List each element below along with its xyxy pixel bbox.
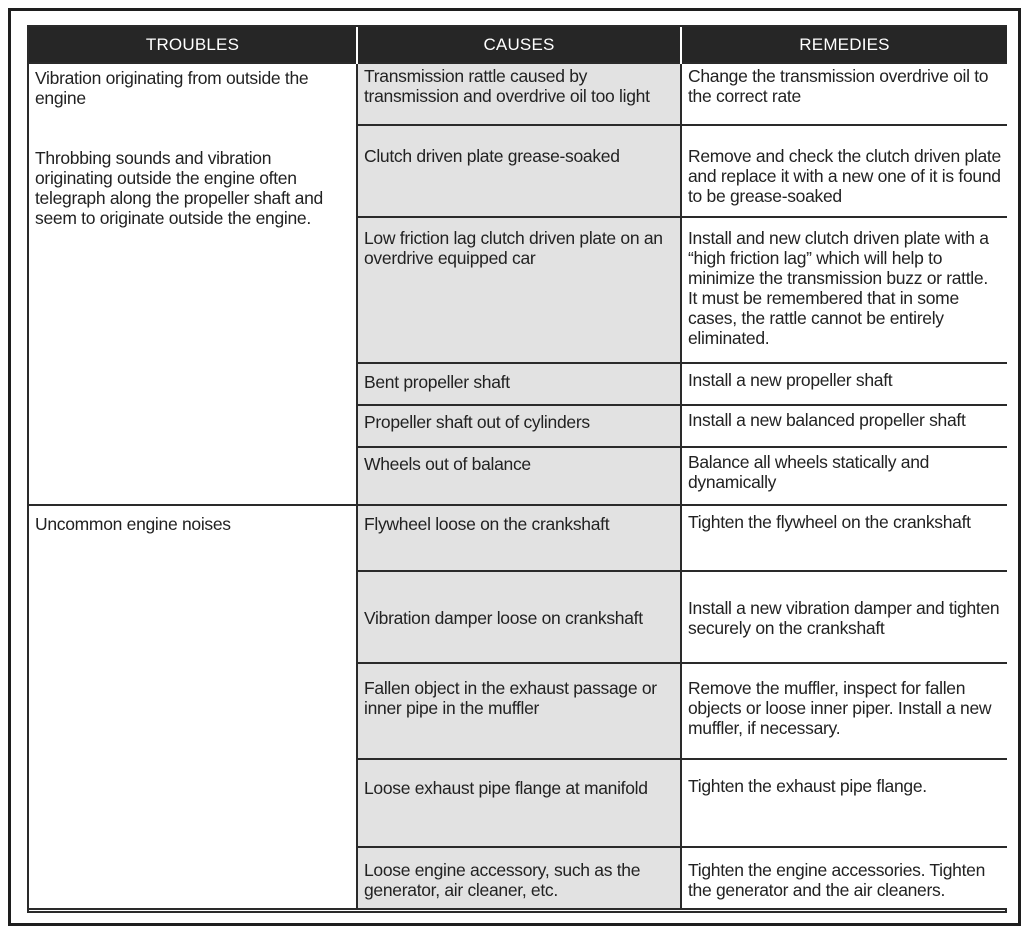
- remedy-cell: Tighten the engine accessories. Tighten the generator and the air cleaners.: [681, 847, 1007, 909]
- header-troubles: TROUBLES: [29, 27, 357, 63]
- cause-cell: Fallen object in the exhaust passage or inner pipe in the muffler: [357, 663, 681, 759]
- cause-cell: Clutch driven plate grease-soaked: [357, 125, 681, 217]
- header-row: [29, 27, 1007, 63]
- remedy-cell: Balance all wheels statically and dynamically: [681, 447, 1007, 505]
- remedy-cell: Change the transmission overdrive oil to the correct rate: [681, 63, 1007, 125]
- remedy-cell: Install and new clutch driven plate with a “high friction lag” which will help to minimize the transmission buzz or rattle. It must be remembered that in some cases, the rattle cannot be entirely eliminated.: [681, 217, 1007, 363]
- trouble-text: Vibration originating from outside the engine: [35, 68, 309, 108]
- remedy-cell: Tighten the exhaust pipe flange.: [681, 759, 1007, 847]
- trouble-text: Uncommon engine noises: [35, 514, 231, 534]
- cause-cell: Bent propeller shaft: [357, 363, 681, 405]
- cause-cell: Transmission rattle caused by transmission and overdrive oil too light: [357, 63, 681, 125]
- cause-cell: Vibration damper loose on crankshaft: [357, 571, 681, 663]
- trouble-cell: [29, 63, 357, 505]
- cause-cell: Wheels out of balance: [357, 447, 681, 505]
- header-causes: CAUSES: [357, 27, 681, 63]
- remedy-cell: Install a new propeller shaft: [681, 363, 1007, 405]
- table-row: [29, 63, 1007, 125]
- remedy-cell: Tighten the flywheel on the crankshaft: [681, 505, 1007, 571]
- header-remedies: REMEDIES: [681, 27, 1007, 63]
- cause-cell: Low friction lag clutch driven plate on an overdrive equipped car: [357, 217, 681, 363]
- cause-cell: Loose engine accessory, such as the generator, air cleaner, etc.: [357, 847, 681, 909]
- cause-cell: Flywheel loose on the crankshaft: [357, 505, 681, 571]
- page-frame: [8, 8, 1021, 926]
- cause-cell: Propeller shaft out of cylinders: [357, 405, 681, 447]
- spacer: [35, 108, 350, 148]
- troubleshooting-table-container: [27, 25, 1007, 913]
- troubleshooting-table: [29, 27, 1007, 910]
- table-row: [29, 505, 1007, 571]
- remedy-cell: Remove the muffler, inspect for fallen objects or loose inner piper. Install a new muffler, if necessary.: [681, 663, 1007, 759]
- remedy-cell: Install a new balanced propeller shaft: [681, 405, 1007, 447]
- trouble-cell: [29, 505, 357, 909]
- trouble-text: Throbbing sounds and vibration originating outside the engine often telegraph along the propeller shaft and seem to originate outside the engine.: [35, 148, 323, 228]
- remedy-cell: Install a new vibration damper and tighten securely on the crankshaft: [681, 571, 1007, 663]
- remedy-cell: Remove and check the clutch driven plate and replace it with a new one of it is found to be grease-soaked: [681, 125, 1007, 217]
- cause-cell: Loose exhaust pipe flange at manifold: [357, 759, 681, 847]
